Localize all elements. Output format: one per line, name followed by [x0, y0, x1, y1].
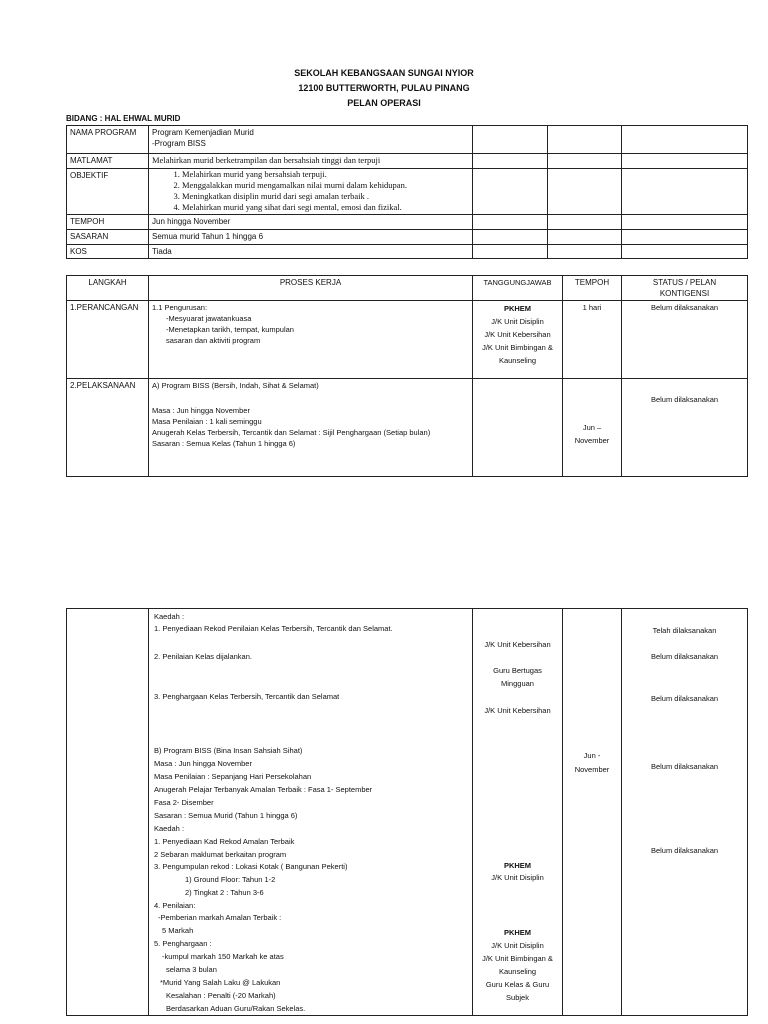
- proses-line: Kesalahan : Penalti (-20 Markah): [166, 991, 276, 1000]
- objektif-item: 3. Meningkatkan disiplin murid dari segi amalan terbaik .: [182, 191, 469, 202]
- objektif-item: 1. Melahirkan murid yang bersahsiah terpuji.: [182, 169, 469, 180]
- tempoh-pelaksanaan: [563, 379, 622, 477]
- row-objektif: [67, 169, 748, 215]
- proses-line: 4. Penilaian:: [154, 901, 196, 910]
- tempoh-value: Jun hingga November: [149, 215, 473, 230]
- plan-table: [66, 275, 748, 477]
- objektif-item: 2. Menggalakkan murid mengamalkan nilai murni dalam kehidupan.: [182, 180, 469, 191]
- empty-cell: [473, 245, 548, 259]
- kos-value: Tiada: [149, 245, 473, 259]
- tanggungjawab-pelaksanaan: [473, 379, 563, 477]
- objektif-value: [149, 169, 473, 215]
- tempoh-perancangan: 1 hari: [563, 301, 622, 379]
- kos-label: KOS: [67, 245, 149, 259]
- proses-line: Fasa 2- Disember: [154, 798, 214, 807]
- tanggung-line: J/K Unit Disiplin: [491, 873, 544, 882]
- header-proses-kerja: PROSES KERJA: [149, 276, 473, 301]
- proses-line: Anugerah Kelas Terbersih, Tercantik dan Selamat : Sijil Penghargaan (Setiap bulan): [152, 428, 431, 437]
- proses-pelaksanaan: [149, 379, 473, 477]
- proses-line: 2 Sebaran maklumat berkaitan program: [154, 850, 287, 859]
- empty-cell: [473, 154, 548, 169]
- proses-line: 2. Penilaian Kelas dijalankan.: [154, 652, 252, 661]
- proses-line: Sasaran : Semua Murid (Tahun 1 hingga 6): [154, 811, 298, 820]
- empty-cell: [622, 245, 748, 259]
- tanggung-line: PKHEM: [503, 861, 532, 870]
- tanggung-line: J/K Unit Kebersihan: [484, 330, 551, 339]
- empty-cell: [548, 230, 622, 245]
- proses-line: 1.1 Pengurusan:: [152, 303, 208, 312]
- proses-line: Masa Penilaian : Sepanjang Hari Persekolahan: [154, 772, 312, 781]
- objektif-item: 4. Melahirkan murid yang sihat dari segi mental, emosi dan fizikal.: [182, 202, 469, 213]
- tempoh-line-2: November: [574, 765, 610, 774]
- proses-line: 3. Penghargaan Kelas Terbersih, Tercantik dan Selamat: [154, 692, 340, 701]
- empty-cell: [622, 154, 748, 169]
- tanggung-line: PKHEM: [503, 304, 532, 313]
- header-status: [622, 276, 748, 301]
- langkah-continued: [67, 609, 149, 1016]
- tempoh-line-1: Jun -: [583, 751, 601, 760]
- empty-cell: [548, 154, 622, 169]
- empty-cell: [473, 215, 548, 230]
- school-address: 12100 BUTTERWORTH, PULAU PINANG: [298, 83, 470, 93]
- proses-line: Kaedah :: [154, 824, 185, 833]
- status-line: Belum dilaksanakan: [650, 694, 719, 703]
- empty-cell: [473, 169, 548, 215]
- tanggungjawab-perancangan: [473, 301, 563, 379]
- proses-line: -Menetapkan tarikh, tempat, kumpulan: [166, 325, 294, 334]
- sasaran-label: SASARAN: [67, 230, 149, 245]
- proses-line: -Mesyuarat jawatankuasa: [166, 314, 252, 323]
- proses-line: 2) Tingkat 2 : Tahun 3-6: [185, 888, 264, 897]
- bidang-label: BIDANG : HAL EHWAL MURID: [66, 114, 181, 123]
- continuation-row: [67, 609, 748, 1016]
- status-continued: [622, 609, 748, 1016]
- tanggung-line: Guru Bertugas: [493, 666, 542, 675]
- header-status-line-1: STATUS / PELAN: [652, 278, 717, 287]
- proses-line: 3. Pengumpulan rekod : Lokasi Kotak ( Bangunan Pekerti): [154, 862, 348, 871]
- tanggung-line: Kaunseling: [498, 967, 537, 976]
- empty-cell: [548, 215, 622, 230]
- empty-cell: [548, 169, 622, 215]
- status-line: Telah dilaksanakan: [652, 626, 717, 635]
- proses-continued: [149, 609, 473, 1016]
- status-line: Belum dilaksanakan: [650, 762, 719, 771]
- langkah-perancangan: 1.PERANCANGAN: [67, 301, 149, 379]
- empty-cell: [473, 230, 548, 245]
- tanggung-line: Mingguan: [501, 679, 534, 688]
- proses-line: sasaran dan aktiviti program: [166, 336, 261, 345]
- tanggung-line: J/K Unit Disiplin: [491, 941, 544, 950]
- tanggung-line: J/K Unit Bimbingan &: [482, 343, 553, 352]
- proses-line: Kaedah :: [154, 612, 185, 621]
- status-line: Belum dilaksanakan: [650, 652, 719, 661]
- proses-line: -Pemberian markah Amalan Terbaik :: [158, 913, 282, 922]
- proses-line: 1. Penyediaan Rekod Penilaian Kelas Terbersih, Tercantik dan Selamat.: [154, 624, 393, 633]
- proses-line: Masa : Jun hingga November: [154, 759, 252, 768]
- document-title: PELAN OPERASI: [347, 98, 421, 108]
- school-name: SEKOLAH KEBANGSAAN SUNGAI NYIOR: [294, 68, 474, 78]
- row-matlamat: [67, 154, 748, 169]
- matlamat-value: Melahirkan murid berketrampilan dan bersahsiah tinggi dan terpuji: [149, 154, 473, 169]
- proses-line: *Murid Yang Salah Laku @ Lakukan: [160, 978, 281, 987]
- empty-cell: [622, 126, 748, 154]
- proses-line: 1) Ground Floor: Tahun 1-2: [185, 875, 276, 884]
- tanggung-line: J/K Unit Bimbingan &: [482, 954, 553, 963]
- tempoh-continued: [563, 609, 622, 1016]
- continuation-table: [66, 608, 748, 1016]
- matlamat-label: MATLAMAT: [67, 154, 149, 169]
- tanggung-line: J/K Unit Disiplin: [491, 317, 544, 326]
- empty-cell: [622, 169, 748, 215]
- tempoh-label: TEMPOH: [67, 215, 149, 230]
- nama-program-line-2: -Program BISS: [152, 139, 206, 148]
- row-tempoh: [67, 215, 748, 230]
- header-tanggungjawab: TANGGUNGJAWAB: [473, 276, 563, 301]
- empty-cell: [473, 126, 548, 154]
- tanggung-line: Guru Kelas & Guru: [485, 980, 550, 989]
- tanggung-line: PKHEM: [503, 928, 532, 937]
- proses-line: Masa : Jun hingga November: [152, 406, 250, 415]
- row-nama-program: [67, 126, 748, 154]
- tanggung-line: J/K Unit Kebersihan: [484, 706, 551, 715]
- proses-line: 5. Penghargaan :: [154, 939, 212, 948]
- tanggung-line: Subjek: [506, 993, 529, 1002]
- nama-program-label: NAMA PROGRAM: [67, 126, 149, 154]
- objektif-label: OBJEKTIF: [67, 169, 149, 215]
- header-langkah: LANGKAH: [67, 276, 149, 301]
- tanggung-line: Kaunseling: [498, 356, 537, 365]
- empty-cell: [548, 126, 622, 154]
- proses-line: B) Program BISS (Bina Insan Sahsiah Sihat): [154, 746, 303, 755]
- empty-cell: [622, 215, 748, 230]
- proses-line: 1. Penyediaan Kad Rekod Amalan Terbaik: [154, 837, 295, 846]
- empty-cell: [548, 245, 622, 259]
- empty-cell: [622, 230, 748, 245]
- sasaran-value: Semua murid Tahun 1 hingga 6: [149, 230, 473, 245]
- proses-line: Berdasarkan Aduan Guru/Rakan Sekelas.: [166, 1004, 306, 1013]
- proses-line: Anugerah Pelajar Terbanyak Amalan Terbaik : Fasa 1- September: [154, 785, 373, 794]
- proses-line: A) Program BISS (Bersih, Indah, Sihat & Selamat): [152, 381, 319, 390]
- row-kos: [67, 245, 748, 259]
- proses-line: Masa Penilaian : 1 kali seminggu: [152, 417, 262, 426]
- plan-row-pelaksanaan: [67, 379, 748, 477]
- header-status-line-2: KONTIGENSI: [659, 289, 710, 298]
- header-tempoh: TEMPOH: [563, 276, 622, 301]
- tanggung-line: J/K Unit Kebersihan: [484, 640, 551, 649]
- proses-perancangan: [149, 301, 473, 379]
- nama-program-value: [149, 126, 473, 154]
- status-pelaksanaan: Belum dilaksanakan: [622, 379, 748, 477]
- proses-line: Sasaran : Semua Kelas (Tahun 1 hingga 6): [152, 439, 296, 448]
- status-line: Belum dilaksanakan: [650, 846, 719, 855]
- tempoh-line-1: Jun –: [582, 423, 602, 432]
- status-perancangan: Belum dilaksanakan: [622, 301, 748, 379]
- tempoh-line-2: November: [574, 436, 610, 445]
- tanggungjawab-continued: [473, 609, 563, 1016]
- row-sasaran: [67, 230, 748, 245]
- proses-line: 5 Markah: [162, 926, 194, 935]
- proses-line: selama 3 bulan: [166, 965, 217, 974]
- program-info-table: [66, 125, 748, 259]
- plan-row-perancangan: [67, 301, 748, 379]
- objektif-list: [152, 169, 469, 213]
- plan-header-row: [67, 276, 748, 301]
- nama-program-line-1: Program Kemenjadian Murid: [152, 128, 254, 137]
- langkah-pelaksanaan: 2.PELAKSANAAN: [67, 379, 149, 477]
- proses-line: -kumpul markah 150 Markah ke atas: [162, 952, 284, 961]
